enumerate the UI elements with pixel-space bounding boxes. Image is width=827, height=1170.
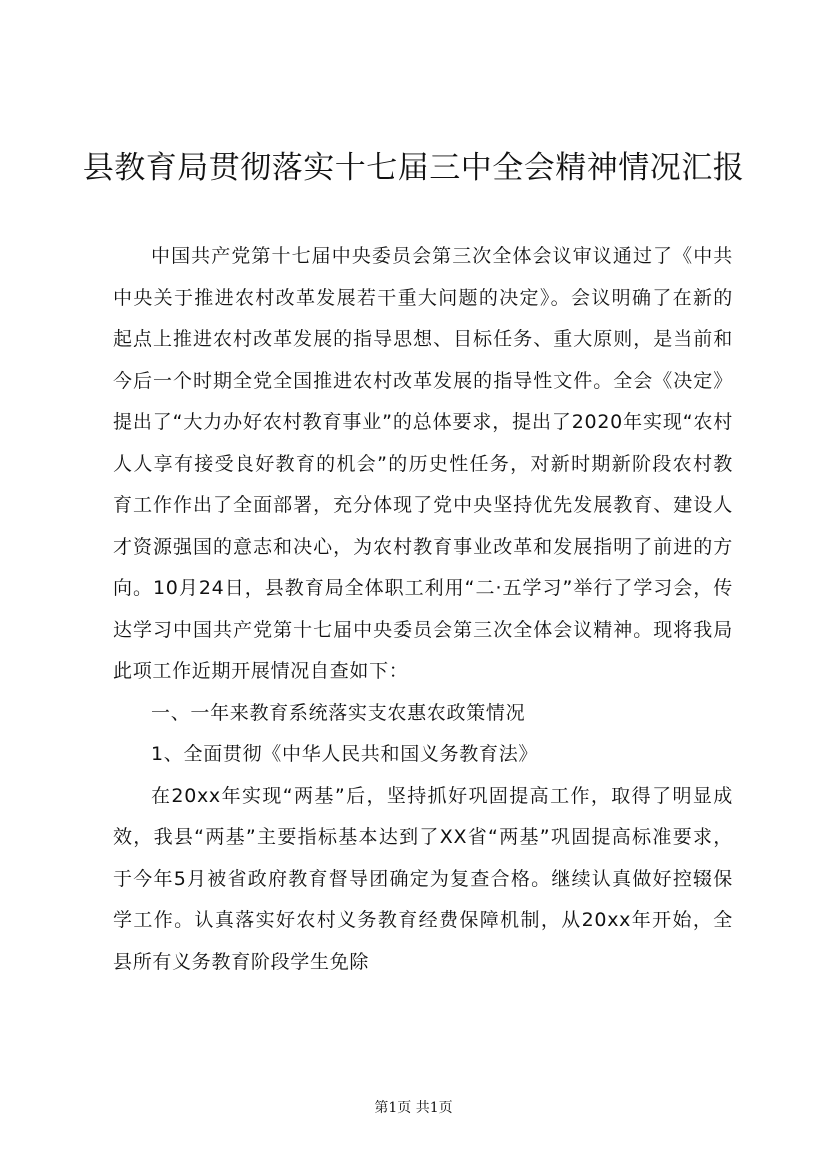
section-heading: 一、一年来教育系统落实支农惠农政策情况 [151,701,526,724]
paragraph-content: 在20xx年实现“两基”后，坚持抓好巩固提高工作，取得了明显成效，我县“两基”主要指标基本达到了XX省“两基”巩固提高标准要求，于今年5月被省政府教育督导团确定为复查合格。继续认真做好控辍保学工作。认真落实好农村义务教育经费保障机制，从20xx年开始，全县所有义务教育阶段学生免除 [113,784,733,973]
page-footer: 第1页 共1页 [374,1100,453,1116]
subsection-heading: 1、全面贯彻《中华人民共和国义务教育法》 [151,743,539,765]
paragraph-intro: 中国共产党第十七届中央委员会第三次全体会议审议通过了《中共中央关于推进农村改革发展若干重大问题的决定》。会议明确了在新的起点上推进农村改革发展的指导思想、目标任务、重大原则，是当前和今后一个时期全党全国推进农村改革发展的指导性文件。全会《决定》提出了“大力办好农村教育事业”的总体要求，提出了2020年实现“农村人人享有接受良好教育的机会”的历史性任务，对新时期新阶段农村教育工作作出了全面部署，充分体现了党中央坚持优先发展教育、建设人才资源强国的意志和决心，为农村教育事业改革和发展指明了前进的方向。10月24日，县教育局全体职工利用“二·五学习”举行了学习会，传达学习中国共产党第十七届中央委员会第三次全体会议精神。现将我局此项工作近期开展情况自查如下： [113,245,733,682]
document-title: 县教育局贯彻落实十七届三中全会精神情况汇报 [82,150,745,186]
document-body [113,236,733,983]
